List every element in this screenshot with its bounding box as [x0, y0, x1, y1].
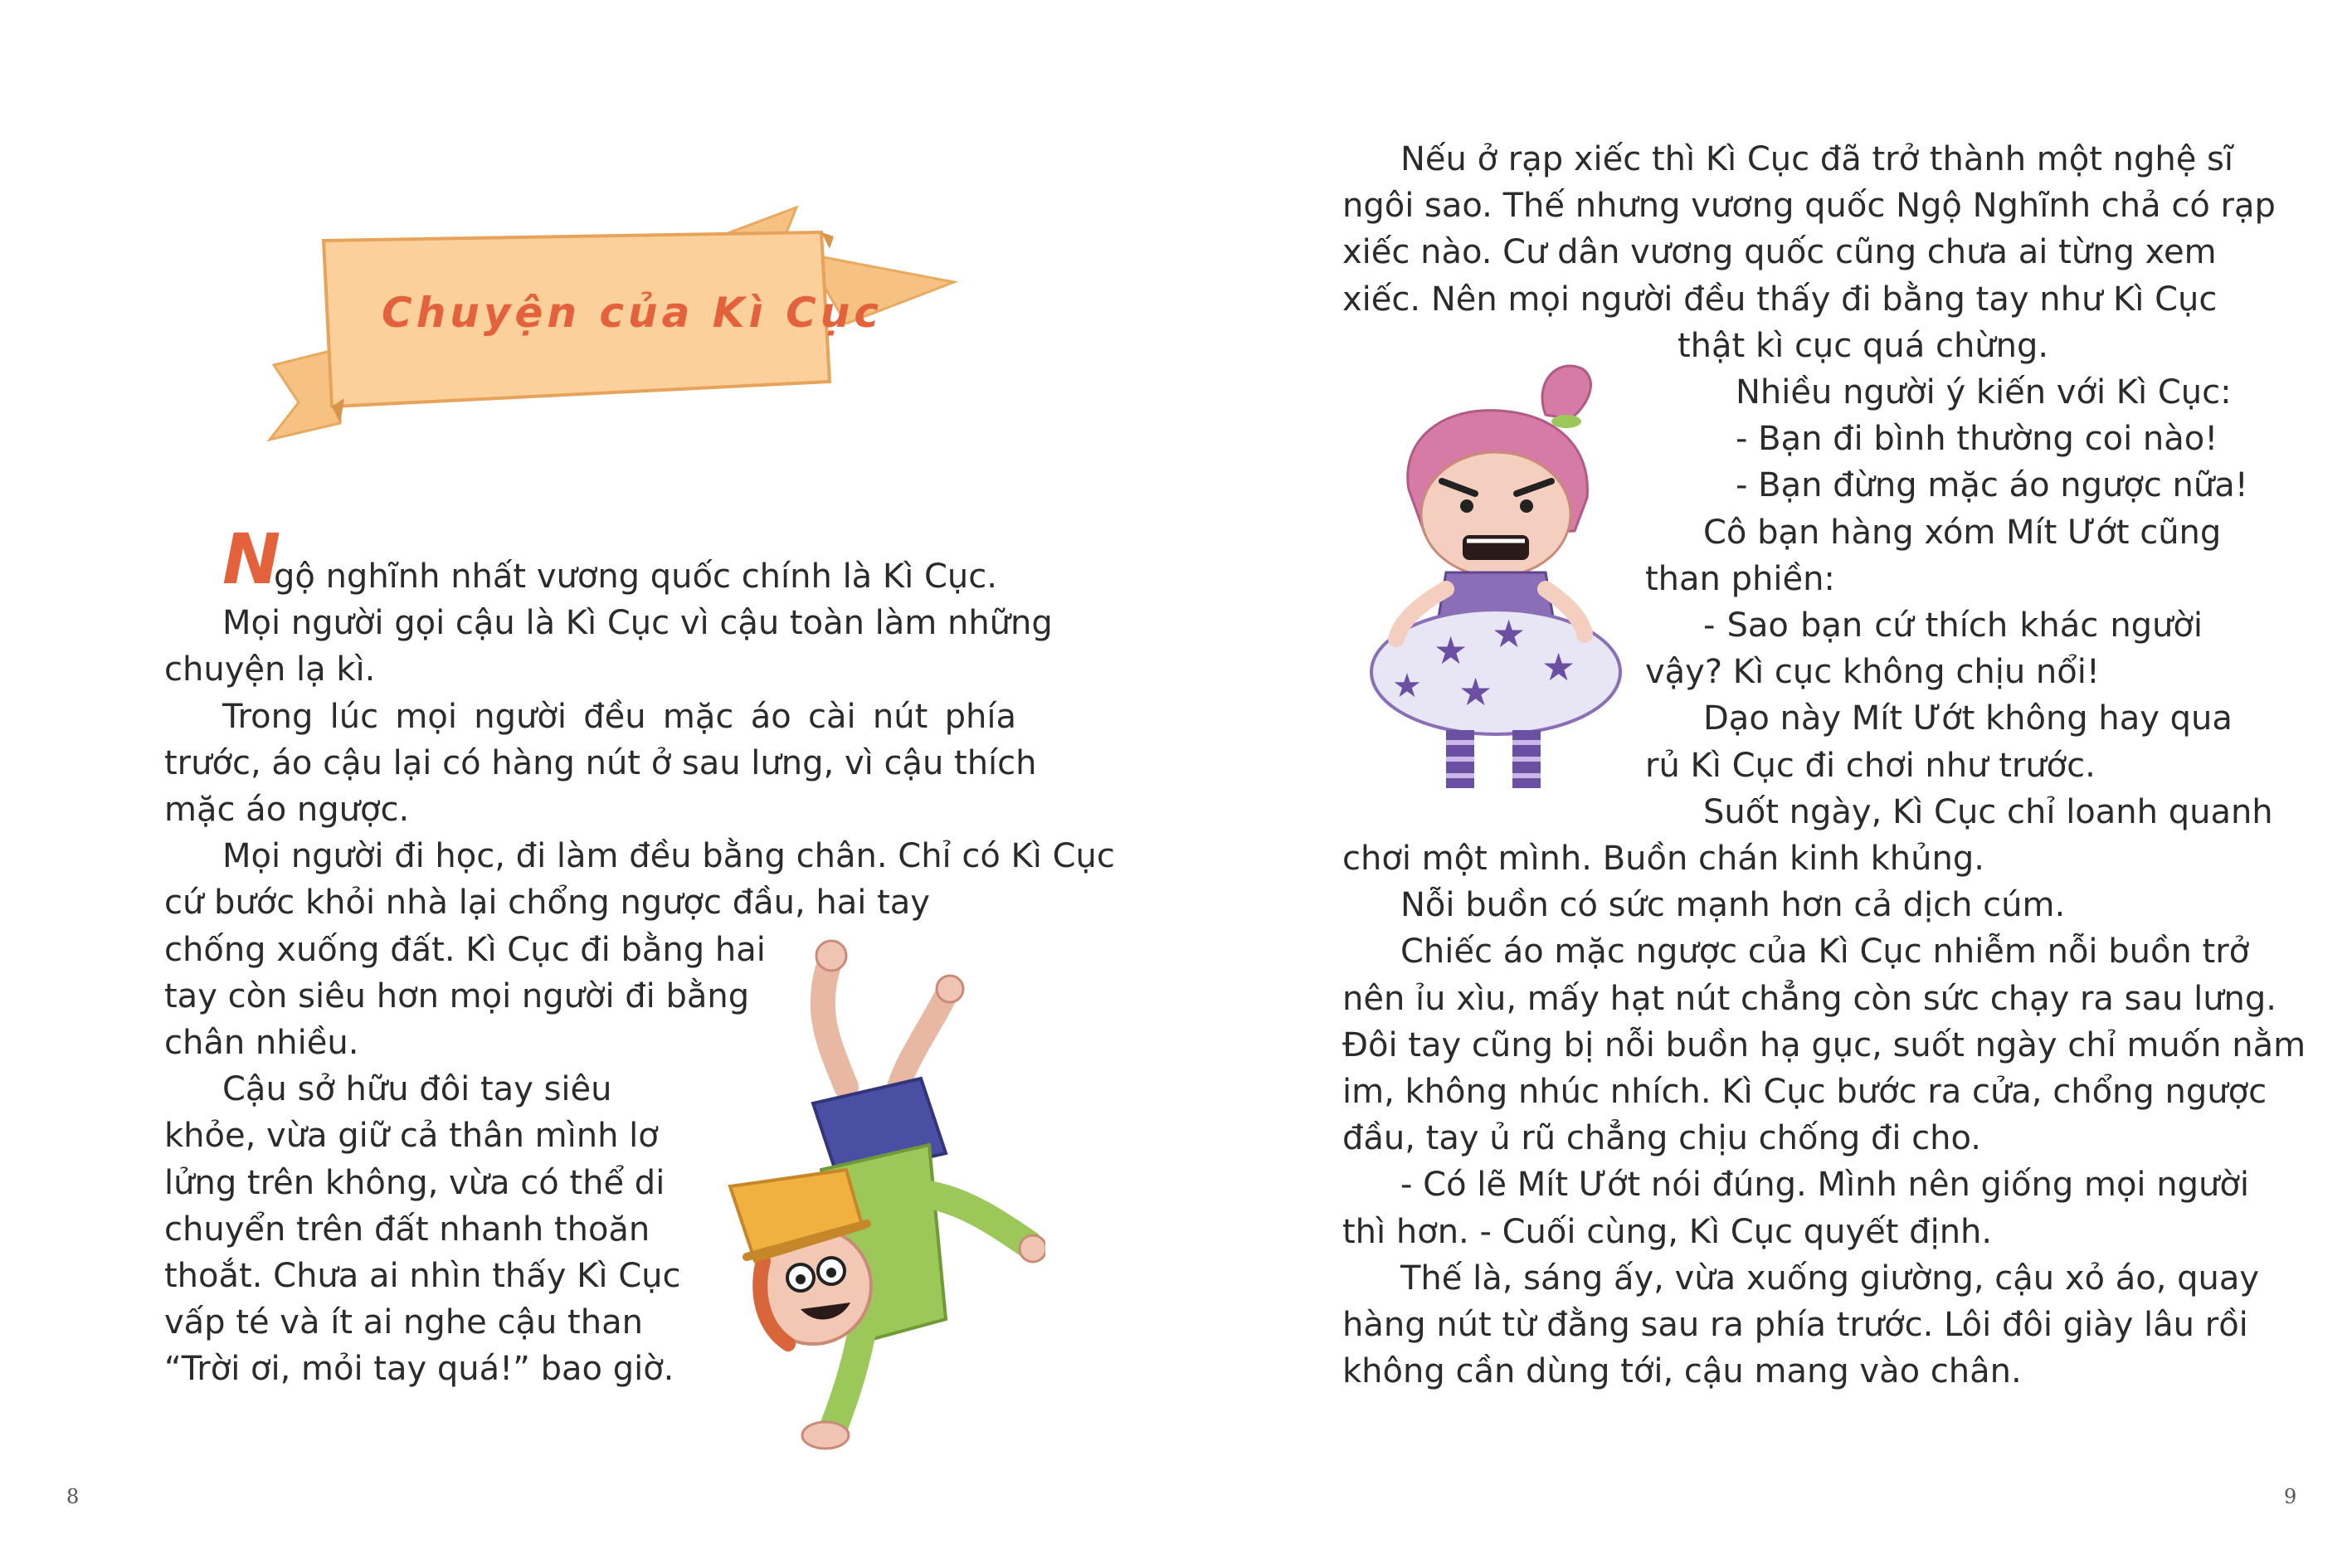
text-line: xiếc nào. Cư dân vương quốc cũng chưa ai từng xem [1342, 233, 2217, 271]
text-line: hàng nút từ đằng sau ra phía trước. Lôi đôi giày lâu rồi [1342, 1306, 2248, 1344]
text-line: - Bạn đi bình thường coi nào! [1736, 420, 2218, 458]
text-line: im, không nhúc nhích. Kì Cục bước ra cửa, chổng ngược [1342, 1073, 2267, 1111]
text-line: đầu, tay ủ rũ chẳng chịu chống đi cho. [1342, 1119, 1981, 1157]
text-line: - Sao bạn cứ thích khác người [1703, 606, 2203, 645]
text-line: - Bạn đừng mặc áo ngược nữa! [1736, 466, 2248, 504]
text-line: vậy? Kì cục không chịu nổi! [1645, 653, 2100, 691]
text-line: mặc áo ngược. [164, 791, 410, 829]
text-line: gộ nghĩnh nhất vương quốc chính là Kì Cục. [274, 558, 997, 596]
text-line: lửng trên không, vừa có thể di [164, 1164, 665, 1202]
svg-text:★: ★ [1458, 670, 1493, 714]
text-line: cứ bước khỏi nhà lại chổng ngược đầu, hai tay [164, 884, 930, 922]
text-line: chống xuống đất. Kì Cục đi bằng hai [164, 931, 766, 969]
text-line: thật kì cục quá chừng. [1678, 327, 2049, 365]
svg-text:★: ★ [1541, 645, 1576, 689]
text-line: chuyển trên đất nhanh thoăn [164, 1210, 650, 1249]
text-line: chân nhiều. [164, 1024, 359, 1062]
text-line: vấp té và ít ai nghe cậu than [164, 1303, 643, 1342]
text-line: ngôi sao. Thế nhưng vương quốc Ngộ Nghĩnh chả có rạp [1342, 187, 2276, 225]
text-line: xiếc. Nên mọi người đều thấy đi bằng tay như Kì Cục [1342, 280, 2218, 319]
text-line: tay còn siêu hơn mọi người đi bằng [164, 977, 750, 1015]
text-line: thoắt. Chưa ai nhìn thấy Kì Cục [164, 1257, 681, 1295]
text-line: Nỗi buồn có sức mạnh hơn cả dịch cúm. [1400, 886, 2066, 924]
svg-text:★: ★ [1492, 611, 1527, 656]
text-line: Dạo này Mít Ướt không hay qua [1703, 699, 2233, 738]
text-line: khỏe, vừa giữ cả thân mình lơ [164, 1117, 659, 1155]
svg-text:★: ★ [1392, 667, 1422, 705]
svg-text:★: ★ [1434, 628, 1468, 673]
text-line: “Trời ơi, mỏi tay quá!” bao giờ. [164, 1350, 674, 1388]
text-line: không cần dùng tới, cậu mang vào chân. [1342, 1352, 2022, 1390]
girl-illustration [1367, 348, 1649, 796]
text-line: trước, áo cậu lại có hàng nút ở sau lưng, vì cậu thích [164, 744, 1037, 782]
text-line: chuyện lạ kì. [164, 650, 376, 689]
text-line: rủ Kì Cục đi chơi như trước. [1645, 747, 2096, 785]
text-line: - Có lẽ Mít Ướt nói đúng. Mình nên giống mọi người [1400, 1166, 2249, 1204]
text-line: Đôi tay cũng bị nỗi buồn hạ gục, suốt ngày chỉ muốn nằm [1342, 1026, 2306, 1064]
drop-cap: N [222, 519, 281, 600]
text-line: thì hơn. - Cuối cùng, Kì Cục quyết định. [1342, 1213, 1993, 1251]
text-line: Mọi người gọi cậu là Kì Cục vì cậu toàn làm những [222, 604, 1053, 642]
chapter-title: Chuyện của Kì Cục [382, 289, 883, 337]
page-number: 9 [2284, 1485, 2297, 1508]
page-number: 8 [66, 1485, 80, 1508]
text-line: Nếu ở rạp xiếc thì Kì Cục đã trở thành một nghệ sĩ [1400, 140, 2233, 178]
text-line: Trong lúc mọi người đều mặc áo cài nút phía [222, 698, 1016, 736]
text-line: Thế là, sáng ấy, vừa xuống giường, cậu xỏ áo, quay [1400, 1259, 2260, 1298]
text-line: chơi một mình. Buồn chán kinh khủng. [1342, 840, 1984, 878]
text-line: Chiếc áo mặc ngược của Kì Cục nhiễm nỗi buồn trở [1400, 933, 2250, 971]
text-line: Mọi người đi học, đi làm đều bằng chân. Chỉ có Kì Cục [222, 837, 1115, 875]
text-line: than phiền: [1645, 560, 1835, 598]
right-page [1176, 0, 2352, 1568]
text-line: Nhiều người ý kiến với Kì Cục: [1736, 373, 2232, 411]
text-line: Cậu sở hữu đôi tay siêu [222, 1070, 612, 1108]
text-line: Suốt ngày, Kì Cục chỉ loanh quanh [1703, 793, 2273, 831]
text-line: nên ỉu xìu, mấy hạt nút chẳng còn sức chạy ra sau lưng. [1342, 980, 2277, 1018]
text-line: Cô bạn hàng xóm Mít Ướt cũng [1703, 514, 2222, 552]
boy-illustration [655, 929, 1045, 1460]
